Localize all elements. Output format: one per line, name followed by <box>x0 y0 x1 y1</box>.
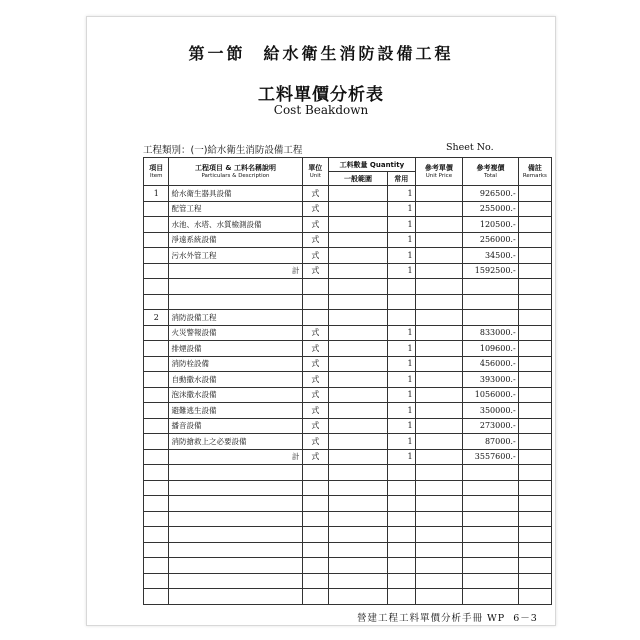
footer-book-title: 營建工程工料單價分析手冊 <box>357 613 484 624</box>
total-cell: 120500.- <box>463 217 518 233</box>
qty-cell: 1 <box>387 403 415 419</box>
total-cell: 350000.- <box>463 403 518 419</box>
item-description: 污水外管工程 <box>169 248 302 264</box>
blank-row <box>144 558 552 574</box>
table-row <box>144 217 552 233</box>
page-footer <box>357 610 538 624</box>
qty-cell: 1 <box>387 201 415 217</box>
footer-page-number: 6－3 <box>513 613 538 624</box>
subtotal-row <box>144 263 552 279</box>
header-remarks: 備註 Remarks <box>518 158 551 186</box>
header-item: 項目 Item <box>144 158 169 186</box>
total-cell: 255000.- <box>463 201 518 217</box>
blank-row <box>144 496 552 512</box>
total-cell: 1056000.- <box>463 387 518 403</box>
item-description: 消防搶救上之必要設備 <box>169 434 302 450</box>
subtotal-row <box>144 449 552 465</box>
item-description: 淨遠系統設備 <box>169 232 302 248</box>
total-cell: 273000.- <box>463 418 518 434</box>
subtotal-label: 計 <box>169 449 302 465</box>
qty-cell: 1 <box>387 217 415 233</box>
section-name: 給水衛生消防設備工程 <box>263 44 454 63</box>
total-cell: 456000.- <box>463 356 518 372</box>
table-row <box>144 356 552 372</box>
blank-row <box>144 527 552 543</box>
qty-cell: 1 <box>387 248 415 264</box>
table-row <box>144 325 552 341</box>
qty-cell: 1 <box>387 449 415 465</box>
unit-cell: 式 <box>302 201 329 217</box>
table-row <box>144 434 552 450</box>
footer-code: WP <box>487 613 506 624</box>
item-description: 泡沫撒水設備 <box>169 387 302 403</box>
qty-cell: 1 <box>387 232 415 248</box>
item-description: 配管工程 <box>169 201 302 217</box>
item-description: 排煙設備 <box>169 341 302 357</box>
unit-cell: 式 <box>302 403 329 419</box>
blank-row <box>144 279 552 295</box>
category-line <box>143 142 302 156</box>
group-header-row <box>144 310 552 326</box>
unit-cell: 式 <box>302 248 329 264</box>
total-cell: 926500.- <box>463 186 518 202</box>
qty-cell: 1 <box>387 263 415 279</box>
unit-cell: 式 <box>302 449 329 465</box>
total-cell: 393000.- <box>463 372 518 388</box>
header-description: 工程項目 & 工料名稱說明 Particulars & Description <box>169 158 302 186</box>
item-description: 水池、水塔、水質檢測設備 <box>169 217 302 233</box>
blank-row <box>144 589 552 605</box>
unit-cell: 式 <box>302 186 329 202</box>
blank-row <box>144 480 552 496</box>
unit-cell: 式 <box>302 387 329 403</box>
header-unit: 單位 Unit <box>302 158 329 186</box>
unit-cell: 式 <box>302 325 329 341</box>
blank-row <box>144 294 552 310</box>
table-row <box>144 201 552 217</box>
table-row <box>144 372 552 388</box>
table-row <box>144 418 552 434</box>
total-cell: 34500.- <box>463 248 518 264</box>
unit-cell: 式 <box>302 356 329 372</box>
table-row <box>144 232 552 248</box>
header-quantity: 工料數量 Quantity <box>329 158 415 172</box>
qty-cell: 1 <box>387 186 415 202</box>
header-common: 常用 <box>387 172 415 186</box>
unit-cell: 式 <box>302 434 329 450</box>
subtotal-total: 3557600.- <box>463 449 518 465</box>
category-label: 工程類別： <box>143 145 191 156</box>
header-total: 參考複價 Total <box>463 158 518 186</box>
item-description: 消防栓設備 <box>169 356 302 372</box>
item-number: 1 <box>144 186 169 202</box>
unit-cell: 式 <box>302 341 329 357</box>
unit-cell: 式 <box>302 418 329 434</box>
total-cell: 109600.- <box>463 341 518 357</box>
header-range: 一般範圍 <box>329 172 388 186</box>
section-title <box>87 41 555 64</box>
section-number: 第一節 <box>188 44 246 63</box>
group-name: 給水衛生器具設備 <box>169 186 302 202</box>
qty-cell: 1 <box>387 434 415 450</box>
qty-cell: 1 <box>387 356 415 372</box>
table-row <box>144 387 552 403</box>
document-page <box>86 16 556 626</box>
subtotal-label: 計 <box>169 263 302 279</box>
sheet-no: Sheet No. <box>446 142 494 153</box>
table-row <box>144 341 552 357</box>
qty-cell: 1 <box>387 418 415 434</box>
item-description: 自動撒水設備 <box>169 372 302 388</box>
subtotal-total: 1592500.- <box>463 263 518 279</box>
item-number: 2 <box>144 310 169 326</box>
total-cell: 256000.- <box>463 232 518 248</box>
group-header-row <box>144 186 552 202</box>
total-cell: 87000.- <box>463 434 518 450</box>
unit-cell: 式 <box>302 263 329 279</box>
item-description: 火災警報設備 <box>169 325 302 341</box>
unit-cell: 式 <box>302 372 329 388</box>
qty-cell: 1 <box>387 387 415 403</box>
category-value: (一)給水衛生消防設備工程 <box>190 145 303 156</box>
page-title: 工料單價分析表 <box>258 85 384 105</box>
table-row <box>144 403 552 419</box>
cost-table <box>143 157 552 605</box>
blank-row <box>144 465 552 481</box>
unit-cell: 式 <box>302 232 329 248</box>
blank-row <box>144 573 552 589</box>
item-description: 播音設備 <box>169 418 302 434</box>
item-description: 避難逃生設備 <box>169 403 302 419</box>
blank-row <box>144 511 552 527</box>
page-subtitle: Cost Beakdown <box>273 103 369 117</box>
group-name: 消防設備工程 <box>169 310 302 326</box>
qty-cell: 1 <box>387 372 415 388</box>
blank-row <box>144 542 552 558</box>
unit-cell: 式 <box>302 217 329 233</box>
table-row <box>144 248 552 264</box>
total-cell: 833000.- <box>463 325 518 341</box>
qty-cell: 1 <box>387 341 415 357</box>
table-body <box>144 186 552 605</box>
qty-cell: 1 <box>387 325 415 341</box>
header-unit-price: 參考單價 Unit Price <box>415 158 463 186</box>
